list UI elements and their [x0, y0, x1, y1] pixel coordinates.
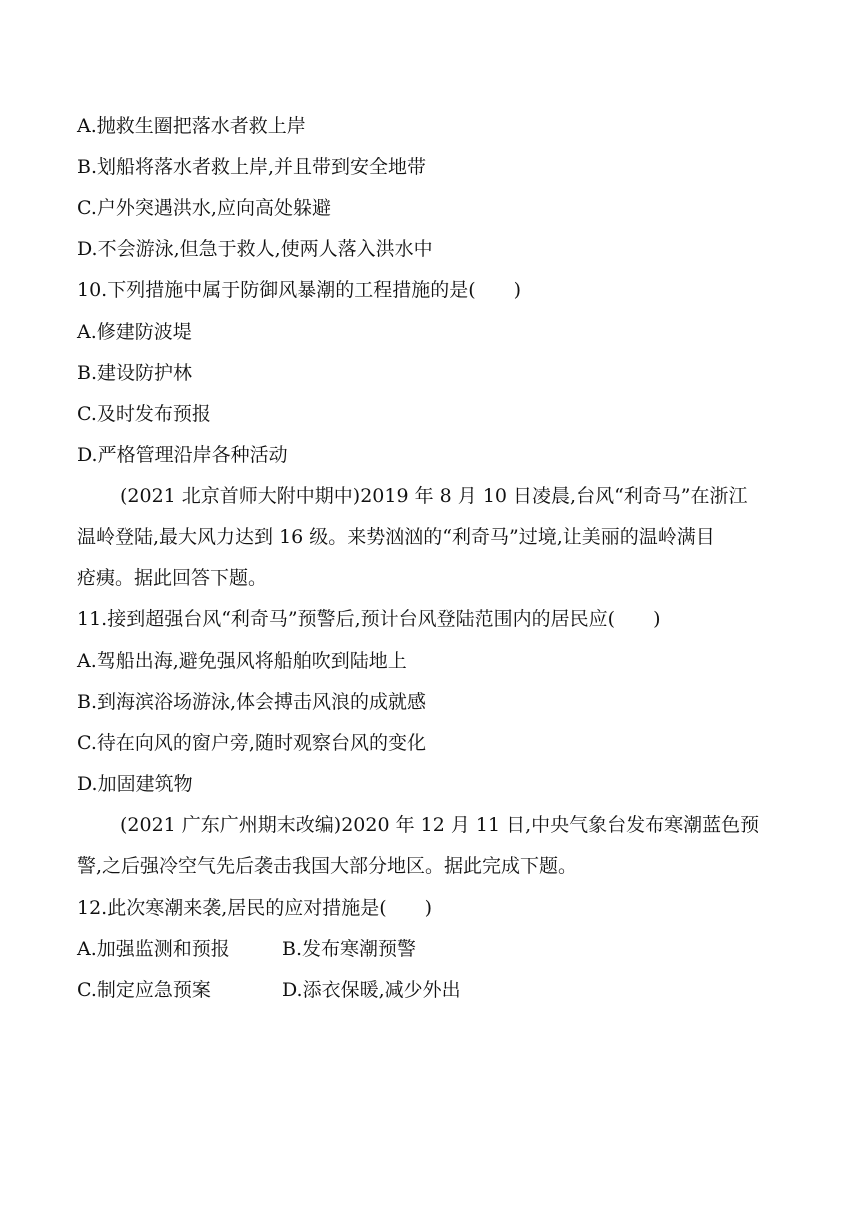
- q12-options-row1: [77, 937, 417, 961]
- q12-options-row2: [77, 978, 461, 1002]
- q10-option-c: C.及时发布预报: [77, 403, 211, 425]
- q12-stem: 12.此次寒潮来袭,居民的应对措施是( ): [77, 897, 433, 919]
- passage11-line3: 疮痍。据此回答下题。: [77, 567, 268, 589]
- passage12-line1: (2021 广东广州期末改编)2020 年 12 月 11 日,中央气象台发布寒潮蓝色预: [120, 814, 760, 836]
- q12-option-a: A.加强监测和预报: [77, 938, 230, 960]
- passage11-line1: (2021 北京首师大附中期中)2019 年 8 月 10 日凌晨,台风“利奇马”在浙江: [120, 485, 748, 507]
- q10-stem: 10.下列措施中属于防御风暴潮的工程措施的是( ): [77, 279, 522, 301]
- q11-option-d: D.加固建筑物: [77, 773, 193, 795]
- passage11-line2: 温岭登陆,最大风力达到 16 级。来势汹汹的“利奇马”过境,让美丽的温岭满目: [77, 526, 715, 548]
- q12-option-c: C.制定应急预案: [77, 979, 211, 1001]
- q10-option-a: A.修建防波堤: [77, 321, 192, 343]
- q12-option-d: D.添衣保暖,减少外出: [282, 979, 461, 1001]
- q9-option-c: C.户外突遇洪水,应向高处躲避: [77, 197, 331, 219]
- q9-option-b: B.划船将落水者救上岸,并且带到安全地带: [77, 156, 427, 178]
- q10-option-b: B.建设防护林: [77, 362, 193, 384]
- q10-option-d: D.严格管理沿岸各种活动: [77, 444, 288, 466]
- q12-option-b: B.发布寒潮预警: [282, 938, 417, 960]
- q11-option-a: A.驾船出海,避免强风将船舶吹到陆地上: [77, 650, 407, 672]
- q11-option-b: B.到海滨浴场游泳,体会搏击风浪的成就感: [77, 691, 427, 713]
- q9-option-d: D.不会游泳,但急于救人,使两人落入洪水中: [77, 238, 433, 260]
- q9-option-a: A.抛救生圈把落水者救上岸: [77, 115, 306, 137]
- passage12-line2: 警,之后强冷空气先后袭击我国大部分地区。据此完成下题。: [77, 855, 578, 877]
- q11-stem: 11.接到超强台风“利奇马”预警后,预计台风登陆范围内的居民应( ): [77, 608, 661, 630]
- q11-option-c: C.待在向风的窗户旁,随时观察台风的变化: [77, 732, 426, 754]
